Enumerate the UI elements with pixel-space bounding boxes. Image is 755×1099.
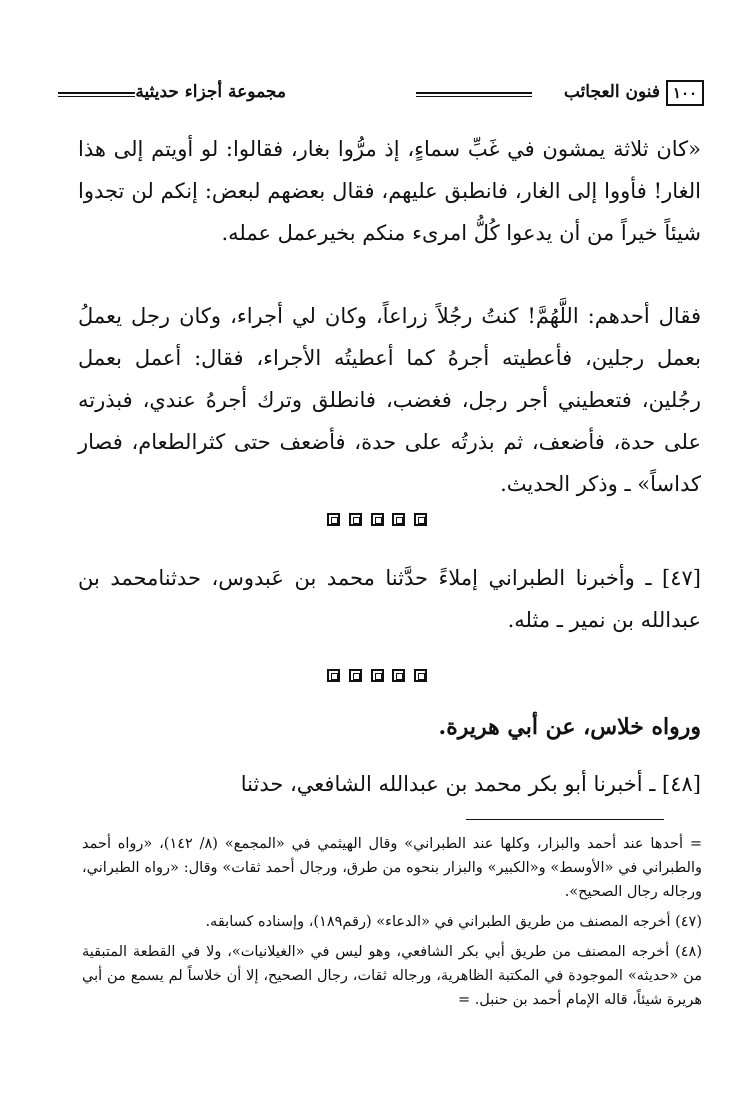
ornament-square-icon [414,513,427,526]
section-separator [327,669,427,685]
section-heading: ورواه خلاس، عن أبي هريرة. [438,714,701,740]
ornament-square-icon [371,513,384,526]
header-book-title: فنون العجائب [563,82,660,102]
header-series-title: مجموعة أجزاء حديثية [135,82,286,102]
hadith-47-text: [٤٧] ـ وأخبرنا الطبراني إملاءً حدَّثنا محمد بن عَبدوس، حدثنامحمد بن عبدالله بن نمير ـ مثله. [78,566,701,632]
ornament-square-icon [349,513,362,526]
footnote: (٤٨) أخرجه المصنف من طريق أبي بكر الشافعي، وهو ليس في «الغيلانيات»، ولا في القطعة المتبقية من «حديثه» الموجودة في المكتبة الظاهرية، ورجاله ثقات، رجال الصحيح، إلا أن خلاساً لم يسمع من أبي هريرة شيئاً، قاله الإمام أحمد بن حنبل. = [82,944,702,1008]
running-header [58,80,702,108]
footnote: = أحدها عند أحمد والبزار، وكلها عند الطبراني» وقال الهيثمي في «المجمع» (٨/ ١٤٢)، «رواه أحمد والطبراني في «الأوسط» و«الكبير» والبزار بنحوه من طرق، ورجال أحمد ثقات» وقال: «رواه الطبراني، ورجاله رجال الصحيح». [82,836,702,900]
footnote-divider [466,819,664,820]
footnote: (٤٧) أخرجه المصنف من طريق الطبراني في «الدعاء» (رقم١٨٩)، وإسناده كسابقه. [205,914,702,930]
ornament-square-icon [327,669,340,682]
page-number: ١٠٠ [666,80,704,106]
ornament-square-icon [414,669,427,682]
body-paragraph: «كان ثلاثة يمشون في غَبِّ سماءٍ، إذ مرُّوا بغار، فقالوا: لو أويتم إلى هذا الغار! فأووا إلى الغار، فانطبق عليهم، فقال بعضهم لبعض: إنكم لن تجدوا شيئاً خيراً من أن يدعوا كُلُّ امرىء منكم بخيرعمل عمله. [78,137,701,245]
section-separator [327,513,427,529]
ornament-square-icon [392,669,405,682]
footnotes [82,832,702,1018]
ornament-square-icon [327,513,340,526]
header-rule-middle [416,92,532,97]
ornament-square-icon [349,669,362,682]
ornament-square-icon [392,513,405,526]
hadith-48-text: [٤٨] ـ أخبرنا أبو بكر محمد بن عبدالله الشافعي، حدثنا [240,772,701,796]
body-paragraph: فقال أحدهم: اللَّهُمَّ! كنتُ رجُلاً زراعاً، وكان لي أجراء، وكان رجل يعملُ بعمل رجلين، فأعطيته أجرهُ كما أعطيتُه الأجراء، فقال: أعمل بعمل رجُلين، فتعطيني أجر رجل، فغضب، فانطلق وترك أجرهُ عندي، فبذرته على حدة، فأضعف، ثم بذرتُه على حدة، فأضعف حتى كثرالطعام، فصار كداساً» ـ وذكر الحديث. [78,304,701,496]
ornament-square-icon [371,669,384,682]
